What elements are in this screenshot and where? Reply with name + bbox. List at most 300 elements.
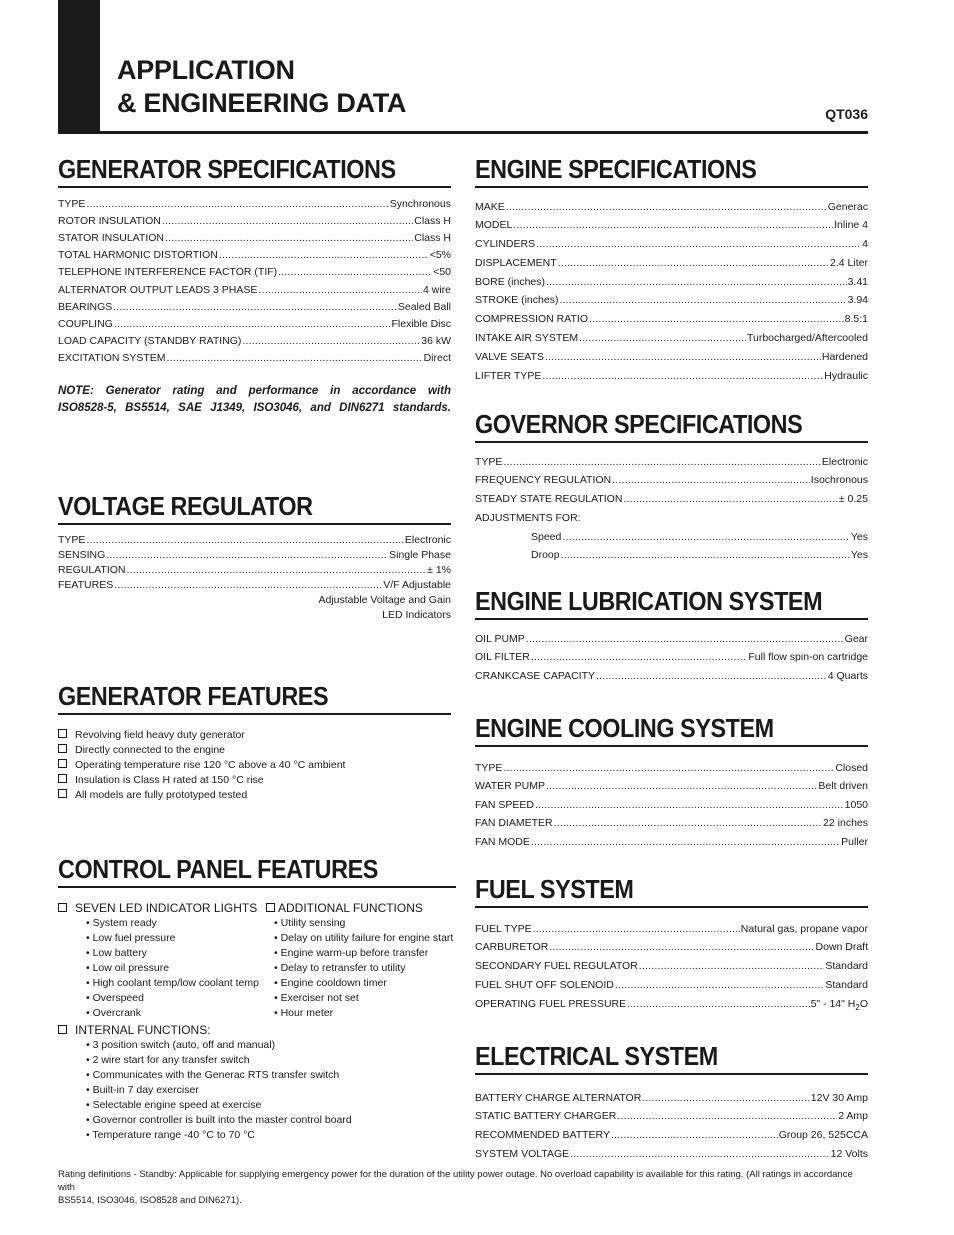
list-item [58, 788, 451, 803]
generator-features [58, 681, 451, 803]
spec-value: Class H [414, 214, 451, 227]
spec-row [475, 254, 868, 273]
spec-label: FUEL TYPE [475, 922, 532, 935]
spec-row [475, 777, 868, 796]
list-item [58, 1006, 266, 1021]
leader-dots [114, 316, 391, 333]
section-heading: ENGINE COOLING SYSTEM [475, 713, 774, 743]
section-rule [475, 1073, 868, 1075]
spec-row [475, 1145, 868, 1164]
leader-dots [165, 230, 413, 247]
electrical-system [475, 1041, 868, 1164]
spec-row [475, 235, 868, 254]
spec-value: Electronic [404, 533, 451, 546]
list-item-text: • Temperature range -40 °C to 70 °C [86, 1128, 255, 1141]
spec-value: Flexible Disc [391, 317, 451, 330]
section-heading: GOVERNOR SPECIFICATIONS [475, 409, 803, 439]
pressure-value: 5" - 14" H [810, 997, 856, 1010]
spec-table [475, 630, 868, 686]
feature-list [58, 728, 451, 803]
spec-label: TYPE [58, 533, 86, 546]
spec-value: Belt driven [818, 780, 868, 793]
note-line: ISO8528-5, BS5514, SAE J1349, ISO3046, and DIN6271 standards. [58, 401, 451, 414]
spec-label: STROKE (inches) [475, 294, 559, 307]
spec-label: BORE (inches) [475, 275, 546, 288]
leader-dots [627, 995, 809, 1014]
checkbox-icon [58, 729, 67, 738]
leader-dots [612, 471, 810, 490]
leader-dots [162, 213, 413, 230]
note-line: NOTE: Generator rating and performance in accordance with [58, 384, 451, 397]
section-rule [475, 618, 868, 620]
generator-note [58, 383, 451, 417]
section-heading: ELECTRICAL SYSTEM [475, 1041, 718, 1071]
spec-value: 2.4 Liter [830, 256, 868, 269]
leader-dots [86, 533, 403, 548]
footer-line: Rating definitions - Standby: Applicable for supplying emergency power for the duration of the utility power outage. No overload capability is available for this rating. (All ratings in accordance with [58, 1169, 853, 1193]
section-heading: ENGINE SPECIFICATIONS [475, 154, 757, 184]
fuel-system [475, 874, 868, 1018]
spec-label: BEARINGS [58, 300, 113, 313]
spec-label: FEATURES [58, 578, 114, 591]
spec-value: V/F Adjustable [383, 578, 451, 591]
spec-label: OIL PUMP [475, 632, 525, 645]
spec-row [475, 216, 868, 235]
leader-dots [615, 976, 825, 995]
spec-row [58, 247, 451, 264]
control-panel-columns [58, 900, 456, 1021]
leader-dots [167, 350, 423, 367]
spec-label: FAN SPEED [475, 798, 534, 811]
adjustments-label: ADJUSTMENTS FOR: [475, 511, 581, 524]
leader-dots [546, 777, 817, 796]
spec-row [475, 471, 868, 490]
list-item [266, 1006, 453, 1021]
list-item-text: • Delay on utility failure for engine start [274, 931, 454, 944]
checkbox-icon [58, 789, 67, 798]
spec-value: Inline 4 [834, 219, 868, 232]
spec-value: <50 [433, 266, 451, 279]
spec-label: BATTERY CHARGE ALTERNATOR [475, 1091, 642, 1104]
leader-dots [126, 563, 426, 578]
internal-heading [58, 1022, 456, 1038]
generator-specifications [58, 154, 451, 417]
spec-row [475, 1089, 868, 1108]
list-item-text: Revolving field heavy duty generator [75, 728, 245, 741]
spec-value: Down Draft [815, 941, 868, 954]
list-item-text: Operating temperature rise 120 °C above a 40 °C ambient [75, 758, 346, 771]
checkbox-icon [266, 903, 275, 912]
spec-row [475, 667, 868, 686]
spec-value: Class H [414, 231, 451, 244]
led-indicators [58, 900, 266, 1021]
spec-row [58, 548, 451, 563]
engine-cooling-system [475, 713, 868, 851]
leader-dots [546, 273, 847, 292]
spec-label: COUPLING [58, 317, 113, 330]
list-item-text: • Built-in 7 day exerciser [86, 1083, 199, 1096]
additional-list [266, 916, 453, 1021]
spec-value: Yes [850, 530, 868, 543]
list-item [266, 976, 453, 991]
list-item [58, 1068, 456, 1083]
leader-dots [611, 1126, 778, 1145]
governor-specifications [475, 409, 868, 565]
leader-dots [536, 235, 861, 254]
section-rule [58, 886, 456, 888]
leader-dots [589, 310, 844, 329]
leader-dots [642, 1089, 809, 1108]
spec-label: LOAD CAPACITY (STANDBY RATING) [58, 335, 242, 348]
list-item [266, 961, 453, 976]
list-item [58, 976, 266, 991]
list-item-text: • Hour meter [274, 1006, 334, 1019]
spec-value: 12V 30 Amp [810, 1091, 868, 1104]
list-item [58, 773, 451, 788]
spec-value: Gear [844, 632, 868, 645]
spec-row [475, 198, 868, 217]
spec-row [475, 528, 868, 547]
header-rule [58, 131, 868, 134]
list-item [58, 1128, 456, 1143]
internal-list [58, 1038, 456, 1143]
leader-dots [542, 367, 823, 386]
spec-row [58, 299, 451, 316]
leader-dots [545, 348, 821, 367]
spec-row [58, 563, 451, 578]
section-rule [475, 745, 868, 747]
spec-label: TOTAL HARMONIC DISTORTION [58, 249, 218, 262]
list-item [58, 931, 266, 946]
spec-value: Isochronous [810, 474, 868, 487]
leader-dots [242, 333, 420, 350]
leader-dots [219, 247, 429, 264]
spec-row [58, 316, 451, 333]
spec-value: Hydraulic [824, 369, 868, 382]
internal-heading-label: INTERNAL FUNCTIONS: [75, 1022, 211, 1037]
spec-row [475, 957, 868, 976]
footer-line: BS5514, ISO3046, ISO8528 and DIN6271). [58, 1195, 242, 1206]
spec-label: FREQUENCY REGULATION [475, 474, 612, 487]
checkbox-icon [58, 903, 67, 912]
feature-value: Adjustable Voltage and Gain [318, 593, 451, 606]
list-item [58, 1038, 456, 1053]
leader-dots [106, 548, 388, 563]
checkbox-icon [58, 744, 67, 753]
list-item-text: • Exerciser not set [274, 991, 359, 1004]
spec-row [475, 348, 868, 367]
spec-value: ± 0.25 [838, 493, 868, 506]
leader-dots [535, 796, 844, 815]
leader-dots [113, 299, 397, 316]
spec-row [475, 329, 868, 348]
leader-dots [258, 282, 422, 299]
pressure-subscript: 2 [855, 1002, 860, 1012]
list-item [58, 1053, 456, 1068]
leader-dots [86, 196, 388, 213]
spec-row [58, 282, 451, 299]
spec-label: ROTOR INSULATION [58, 214, 161, 227]
list-item-text: • System ready [86, 916, 157, 929]
control-panel-features [58, 854, 456, 1143]
pressure-tail: O [859, 997, 868, 1010]
section-heading: GENERATOR FEATURES [58, 681, 329, 711]
spec-label: TELEPHONE INTERFERENCE FACTOR (TIF) [58, 266, 278, 279]
additional-functions [266, 900, 453, 1021]
list-item [58, 1113, 456, 1128]
spec-label: OIL FILTER [475, 651, 530, 664]
spec-value: <5% [429, 249, 451, 262]
spec-value: 8.5:1 [844, 313, 868, 326]
spec-label: STEADY STATE REGULATION [475, 493, 623, 506]
spec-table [58, 533, 451, 593]
spec-value: Single Phase [389, 548, 451, 561]
spec-value: 3.41 [847, 275, 868, 288]
leader-dots [549, 938, 814, 957]
leader-dots [554, 814, 822, 833]
list-item-text: • Delay to retransfer to utility [274, 961, 406, 974]
spec-label: VALVE SEATS [475, 350, 544, 363]
leader-dots [562, 528, 849, 547]
engine-specifications [475, 154, 868, 385]
section-heading: VOLTAGE REGULATOR [58, 491, 313, 521]
spec-value: Generac [827, 200, 868, 213]
list-item-text: • Engine cooldown timer [274, 976, 387, 989]
leader-dots [114, 578, 382, 593]
spec-value: Yes [850, 549, 868, 562]
leader-dots [579, 329, 746, 348]
spec-label: Speed [531, 530, 562, 543]
spec-row [475, 814, 868, 833]
voltage-regulator [58, 491, 451, 623]
section-rule [475, 186, 868, 188]
feature-value: LED Indicators [382, 608, 451, 621]
spec-label: SENSING [58, 548, 106, 561]
leader-dots [561, 546, 850, 565]
list-item [58, 961, 266, 976]
spec-label: FAN DIAMETER [475, 817, 553, 830]
spec-row [475, 833, 868, 852]
spec-row [58, 333, 451, 350]
spec-row [58, 230, 451, 247]
leader-dots [533, 920, 740, 939]
spec-label: COMPRESSION RATIO [475, 313, 588, 326]
checkbox-icon [58, 1025, 67, 1034]
spec-label: LIFTER TYPE [475, 369, 542, 382]
spec-label: SYSTEM VOLTAGE [475, 1147, 570, 1160]
spec-value: Standard [825, 960, 868, 973]
leader-dots [513, 216, 833, 235]
spec-row [475, 1107, 868, 1126]
spec-label: INTAKE AIR SYSTEM [475, 332, 579, 345]
spec-table [475, 453, 868, 566]
rating-definitions-footer [58, 1168, 858, 1207]
list-item-text: • High coolant temp/low coolant temp [86, 976, 259, 989]
spec-value: Closed [835, 761, 868, 774]
spec-row [475, 453, 868, 472]
spec-value: Group 26, 525CCA [778, 1129, 868, 1142]
page-title [117, 54, 406, 120]
list-item [266, 946, 453, 961]
spec-table [475, 920, 868, 995]
list-item-text: • Overcrank [86, 1006, 142, 1019]
spec-label: CRANKCASE CAPACITY [475, 670, 595, 683]
spec-label: FUEL SHUT OFF SOLENOID [475, 978, 614, 991]
list-item-text: • Low fuel pressure [86, 931, 176, 944]
spec-label: FAN MODE [475, 835, 530, 848]
list-item [58, 743, 451, 758]
section-rule [58, 523, 451, 525]
spec-value: 2 Amp [838, 1110, 868, 1123]
spec-value: Standard [825, 978, 868, 991]
spec-label: TYPE [475, 455, 503, 468]
spec-row [475, 310, 868, 329]
spec-label: SECONDARY FUEL REGULATOR [475, 960, 638, 973]
spec-value: 1050 [844, 798, 868, 811]
list-item [266, 931, 453, 946]
list-item [58, 916, 266, 931]
list-item-text: • Low oil pressure [86, 961, 170, 974]
leader-dots [558, 254, 829, 273]
spec-label: MAKE [475, 200, 505, 213]
engine-lubrication-system [475, 586, 868, 686]
additional-heading [266, 900, 453, 916]
spec-value: Electronic [821, 455, 868, 468]
leader-dots [503, 759, 834, 778]
spec-table [475, 759, 868, 852]
spec-value: Natural gas, propane vapor [740, 922, 868, 935]
section-rule [475, 906, 868, 908]
spec-table [475, 198, 868, 386]
list-item-text: • Selectable engine speed at exercise [86, 1098, 262, 1111]
spec-row [475, 1126, 868, 1145]
spec-label: STATOR INSULATION [58, 231, 164, 244]
spec-row [475, 367, 868, 386]
list-item-text: • Low battery [86, 946, 147, 959]
section-rule [58, 186, 451, 188]
spec-value: 36 kW [421, 335, 451, 348]
spec-label: ALTERNATOR OUTPUT LEADS 3 PHASE [58, 283, 258, 296]
list-item [58, 1098, 456, 1113]
led-list [58, 916, 266, 1021]
spec-value: 4 [862, 238, 868, 251]
list-item [58, 991, 266, 1006]
spec-value: 22 inches [823, 817, 868, 830]
leader-dots [559, 291, 846, 310]
spec-row [475, 273, 868, 292]
leader-dots [623, 490, 837, 509]
spec-row [58, 350, 451, 367]
spec-row [475, 938, 868, 957]
spec-value: Hardened [821, 350, 868, 363]
section-rule [58, 713, 451, 715]
section-rule [475, 441, 868, 443]
spec-value: Synchronous [389, 197, 451, 210]
list-item [58, 1083, 456, 1098]
header-black-bar [58, 0, 100, 133]
leader-dots [531, 833, 840, 852]
leader-dots [639, 957, 825, 976]
spec-row [475, 759, 868, 778]
section-heading: CONTROL PANEL FEATURES [58, 854, 378, 884]
checkbox-icon [58, 759, 67, 768]
spec-label: OPERATING FUEL PRESSURE [475, 997, 627, 1010]
spec-row [475, 920, 868, 939]
list-item-text: • Engine warm-up before transfer [274, 946, 429, 959]
spec-label: WATER PUMP [475, 780, 545, 793]
list-item [58, 946, 266, 961]
checkbox-icon [58, 774, 67, 783]
led-heading-label: SEVEN LED INDICATOR LIGHTS [75, 900, 258, 915]
spec-row [475, 490, 868, 509]
spec-row [475, 546, 868, 565]
spec-label: EXCITATION SYSTEM [58, 352, 166, 365]
list-item-text: • Utility sensing [274, 916, 346, 929]
spec-label: STATIC BATTERY CHARGER [475, 1110, 617, 1123]
spec-row [58, 196, 451, 213]
list-item [266, 916, 453, 931]
spec-label: Droop [531, 549, 560, 562]
list-item-text: • 2 wire start for any transfer switch [86, 1053, 250, 1066]
leader-dots [570, 1145, 829, 1164]
list-item-text: • Overspeed [86, 991, 144, 1004]
list-item [58, 728, 451, 743]
spec-value: Full flow spin-on cartridge [748, 651, 868, 664]
list-item-text: Directly connected to the engine [75, 743, 226, 756]
spec-value: 4 Quarts [827, 670, 868, 683]
spec-value: Turbocharged/Aftercooled [746, 332, 868, 345]
doc-id: QT036 [825, 106, 868, 122]
spec-label: TYPE [58, 197, 86, 210]
spec-table [58, 196, 451, 368]
additional-heading-label: ADDITIONAL FUNCTIONS [278, 900, 423, 915]
spec-row [475, 995, 868, 1018]
spec-value: Sealed Ball [397, 300, 451, 313]
spec-row [58, 264, 451, 281]
list-item-text: • 3 position switch (auto, off and manual) [86, 1038, 276, 1051]
led-heading [58, 900, 266, 916]
title-line-2: & ENGINEERING DATA [117, 88, 407, 118]
title-line-1: APPLICATION [117, 55, 295, 85]
spec-value [811, 995, 868, 1018]
leader-dots [503, 453, 820, 472]
leader-dots [596, 667, 827, 686]
spec-value: 3.94 [847, 294, 868, 307]
spec-label: CARBURETOR [475, 941, 549, 954]
spec-row [475, 648, 868, 667]
leader-dots [526, 630, 844, 649]
spec-table [475, 1089, 868, 1164]
spec-row [475, 630, 868, 649]
list-item-text: • Governor controller is built into the master control board [86, 1113, 352, 1126]
list-item-text: All models are fully prototyped tested [75, 788, 248, 801]
spec-value: ± 1% [427, 563, 451, 576]
leader-dots [278, 264, 432, 281]
spec-label: RECOMMENDED BATTERY [475, 1129, 610, 1142]
spec-row [58, 533, 451, 548]
section-heading: GENERATOR SPECIFICATIONS [58, 154, 396, 184]
spec-row [475, 796, 868, 815]
spec-value: 12 Volts [830, 1147, 868, 1160]
spec-label: MODEL [475, 219, 513, 232]
spec-value: 4 wire [422, 283, 451, 296]
spec-row [475, 976, 868, 995]
list-item-text: Insulation is Class H rated at 150 °C rise [75, 773, 264, 786]
leader-dots [617, 1107, 837, 1126]
leader-dots [531, 648, 748, 667]
section-heading: ENGINE LUBRICATION SYSTEM [475, 586, 823, 616]
spec-row [475, 291, 868, 310]
